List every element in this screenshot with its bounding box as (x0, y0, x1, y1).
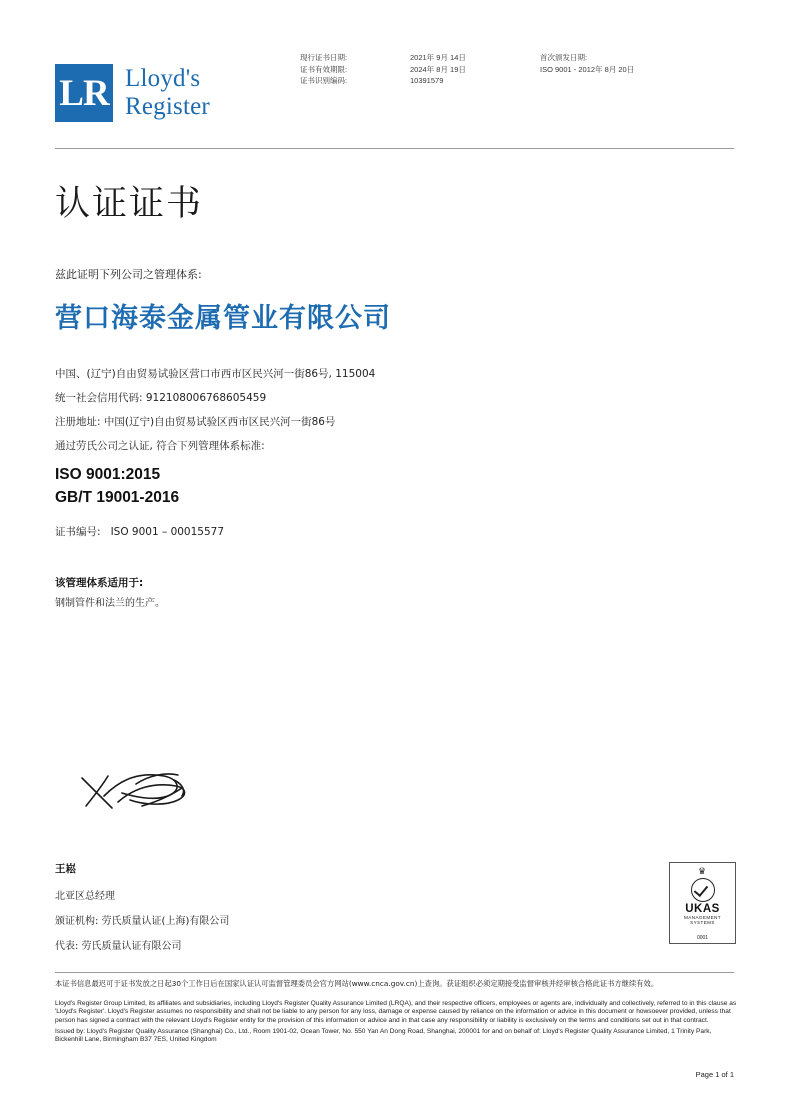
footer-divider (55, 972, 734, 973)
ukas-sub-line1: MANAGEMENT (684, 915, 721, 920)
address-line-2: 注册地址: 中国(辽宁)自由贸易试验区西市区民兴河一街86号 (55, 416, 336, 428)
header-divider (55, 148, 734, 149)
ukas-sub-line2: SYSTEMS (690, 920, 715, 926)
scope-body: 钢制管件和法兰的生产。 (55, 598, 165, 609)
lr-monogram-icon (55, 64, 113, 122)
meta-label-0: 现行证书日期: (300, 53, 348, 62)
company-name: 营口海泰金属管业有限公司 (55, 303, 391, 334)
meta-value-2: 10391579 (410, 76, 444, 85)
brand-wordmark (125, 64, 210, 121)
meta-values (410, 52, 530, 87)
signatory-details (55, 884, 229, 959)
meta-label-1: 证书有效期限: (300, 64, 348, 74)
footer-chinese-note: 本证书信息最迟可于证书发放之日起30个工作日后在国家认证认可监督管理委员会官方网站(www.cnca.gov.cn)上查询。获证组织必须定期接受监督审核并经审核合格此证书方继续有效。 (55, 979, 659, 988)
footer-english-paragraph-0: Lloyd's Register Group Limited, its affiliates and subsidiaries, including Lloyd's Register Quality Assurance Limited (LRQA), and their respective officers, employees or agents are, individually and collectively, referred to in this clause as 'Lloyd's Register'. Lloyd's Register assumes no responsibility and shall not be liable to any person for any loss, damage or expense caused by reliance on the information or advice in this document or howsoever provided, unless that person has signed a contract with the relevant Lloyd's Register entity for the provision of this information or advice and in that case any responsibility or liability is exclusively on the terms and conditions set out in that contract. (55, 1000, 737, 1024)
certificate-number-row (55, 524, 224, 539)
address-block (55, 362, 375, 458)
address-line-1: 统一社会信用代码: 912108006768605459 (55, 392, 267, 404)
address-line-3: 通过劳氏公司之认证, 符合下列管理体系标准: (55, 440, 265, 452)
standard-1: GB/T 19001-2016 (55, 489, 180, 506)
standards-list (55, 463, 179, 509)
meta-first-issue-value: ISO 9001 - 2012年 8月 20日 (540, 64, 635, 74)
page-header (0, 0, 789, 148)
meta-value-0: 2021年 9月 14日 (410, 53, 466, 62)
signature-image (78, 762, 208, 822)
page-title: 认证证书 (55, 184, 204, 224)
crown-icon: ♛ (697, 866, 708, 876)
page-number: Page 1 of 1 (695, 1070, 734, 1079)
meta-first-issue (540, 52, 760, 75)
certificate-number-value: ISO 9001 – 00015577 (110, 526, 225, 538)
signatory-name: 王崧 (55, 863, 76, 875)
footer-english-note (55, 1000, 738, 1047)
lead-text: 兹此证明下列公司之管理体系: (55, 268, 202, 281)
lr-monogram-label: LR (59, 72, 109, 114)
ukas-wordmark: UKAS (685, 903, 720, 915)
on-behalf-of: 代表: 劳氏质量认证有限公司 (55, 941, 182, 952)
certificate-number-label: 证书编号: (55, 526, 101, 538)
brand-wordmark-line1: Lloyd's (125, 65, 201, 92)
issuing-body: 颁证机构: 劳氏质量认证(上海)有限公司 (55, 916, 230, 927)
ukas-accreditation-mark (669, 862, 736, 944)
brand-wordmark-line2: Register (125, 93, 210, 120)
ukas-number: 0001 (696, 935, 709, 941)
scope-heading: 该管理体系适用于: (55, 577, 144, 589)
lloyds-register-logo (55, 64, 210, 122)
meta-labels (300, 52, 420, 87)
signatory-title: 北亚区总经理 (55, 891, 115, 902)
meta-first-issue-label: 首次颁发日期: (540, 53, 588, 62)
address-line-0: 中国、(辽宁)自由贸易试验区营口市西市区民兴河一街86号, 115004 (55, 368, 376, 380)
meta-value-1: 2024年 8月 19日 (410, 64, 466, 74)
footer-english-paragraph-1: Issued by: Lloyd's Register Quality Assurance (Shanghai) Co., Ltd., Room 1901-02, Ocean Tower, No. 550 Yan An Dong Road, Shanghai, 200001 for and on behalf of: Lloyd's Register Quality Assurance Limited, 1 Trinity Park, Bickenhill Lane, Birmingham B37 7ES, United Kingdom (55, 1027, 712, 1044)
check-circle-icon (691, 878, 715, 902)
meta-label-2: 证书识别编码: (300, 76, 348, 85)
standard-0: ISO 9001:2015 (55, 466, 161, 483)
